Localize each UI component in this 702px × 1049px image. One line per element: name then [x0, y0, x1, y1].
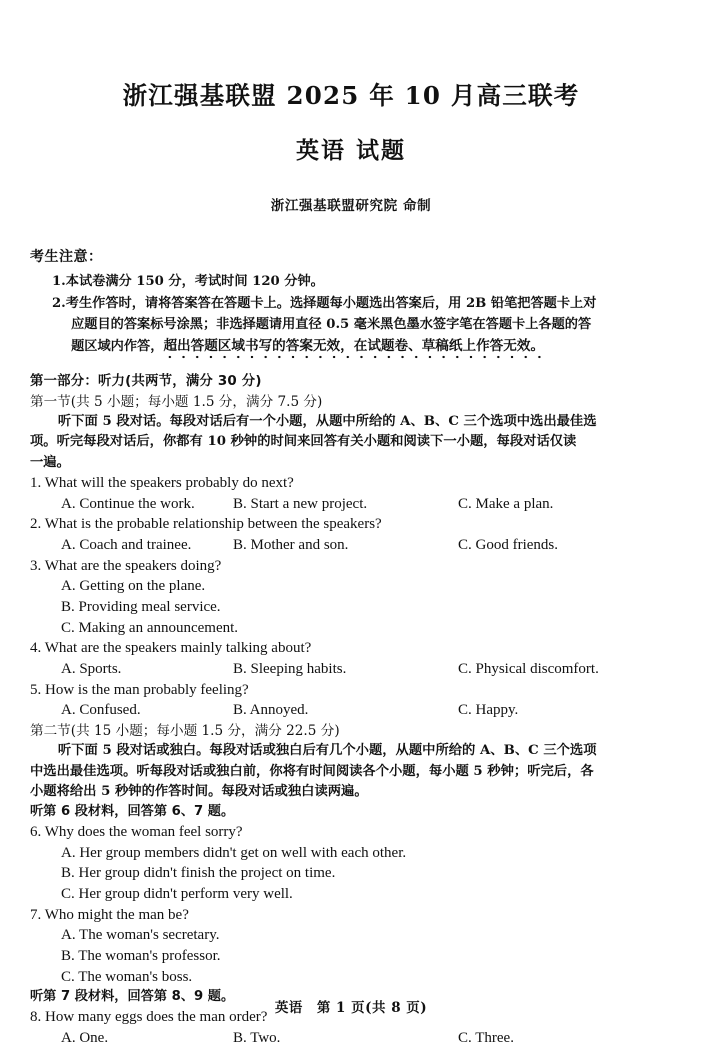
section1-directions-line2: 项。听完每段对话后，你都有 10 秒钟的时间来回答有关小题和阅读下一小题，每段对话仅读 — [30, 434, 577, 450]
question-6-options — [30, 843, 672, 905]
question-4-stem: 4. What are the speakers mainly talking about? — [30, 640, 312, 657]
question-3 — [30, 556, 672, 639]
section1-directions-line1 — [30, 412, 672, 432]
question-8-option-b[interactable]: B. Two. — [233, 1029, 281, 1046]
question-1-option-c[interactable]: C. Make a plan. — [458, 495, 554, 512]
question-2-options — [30, 535, 672, 556]
question-5-option-c[interactable]: C. Happy. — [458, 702, 519, 719]
candidate-notice — [30, 246, 672, 358]
part1-heading: 第一部分：听力(共两节，满分 30 分) — [30, 373, 262, 389]
question-7 — [30, 905, 672, 988]
notice-item-2-continued-1 — [30, 314, 672, 335]
section2-directions-line3: 小题将给出 5 秒钟的作答时间。每段对话或独白读两遍。 — [30, 783, 368, 799]
question-1-options — [30, 494, 672, 515]
page-footer — [0, 996, 702, 1016]
question-7-options — [30, 925, 672, 987]
notice-item-2-line3-plain: 题区域内作答， — [71, 339, 164, 355]
question-6-option-c[interactable]: C. Her group didn't perform very well. — [61, 885, 293, 902]
question-3-option-a[interactable]: A. Getting on the plane. — [61, 578, 206, 595]
question-6 — [30, 822, 672, 905]
listening-cue-material-6: 听第 6 段材料，回答第 6、7 题。 — [30, 804, 235, 820]
footer-page-number: 第 1 页(共 8 页) — [316, 1000, 428, 1016]
section2-heading: 第二节(共 15 小题；每小题 1.5 分，满分 22.5 分) — [30, 723, 340, 740]
section1-heading: 第一节(共 5 小题；每小题 1.5 分，满分 7.5 分) — [30, 393, 323, 410]
paper-maker: 浙江强基联盟研究院 命制 — [270, 198, 432, 215]
question-2 — [30, 514, 672, 555]
section2-directions-text1: 听下面 5 段对话或独白。每段对话或独白后有几个小题，从题中所给的 A、B、C 三个选项 — [57, 743, 597, 759]
question-5-stem: 5. How is the man probably feeling? — [30, 681, 249, 698]
question-5-option-a[interactable]: A. Confused. — [61, 702, 141, 719]
question-4-option-a[interactable]: A. Sports. — [61, 661, 122, 678]
question-4 — [30, 638, 672, 679]
section2-directions-line2: 中选出最佳选项。听每段对话或独白前，你将有时间阅读各个小题，每小题 5 秒钟；听完后，各 — [30, 763, 594, 779]
question-6-option-b[interactable]: B. Her group didn't finish the project on time. — [61, 865, 336, 882]
footer-subject: 英语 — [274, 1000, 303, 1016]
notice-item-2 — [30, 293, 672, 314]
question-8-stem: 8. How many eggs does the man order? — [30, 1009, 268, 1026]
question-6-option-a[interactable]: A. Her group members didn't get on well with each other. — [61, 844, 407, 861]
notice-item-2-line2: 应题目的答案标号涂黑；非选择题请用直径 0.5 毫米黑色墨水签字笔在答题卡上各题的答 — [71, 316, 592, 332]
question-3-option-b[interactable]: B. Providing meal service. — [61, 598, 221, 615]
listening-cue-material-7: 听第 7 段材料，回答第 8、9 题。 — [30, 989, 235, 1005]
notice-item-1-number: 1. — [52, 274, 66, 290]
question-7-stem: 7. Who might the man be? — [30, 906, 189, 923]
question-4-option-b[interactable]: B. Sleeping habits. — [233, 661, 347, 678]
question-4-options — [30, 659, 672, 680]
notice-heading: 考生注意： — [30, 249, 103, 266]
section2-directions-line1 — [30, 741, 672, 761]
question-5-option-b[interactable]: B. Annoyed. — [233, 702, 309, 719]
question-7-option-c[interactable]: C. The woman's boss. — [61, 968, 193, 985]
question-7-option-b[interactable]: B. The woman's professor. — [61, 948, 221, 965]
page-title: 浙江强基联盟 2025 年 10 月高三联考 — [122, 81, 580, 110]
subject-title: 英语 试题 — [295, 136, 406, 164]
notice-item-2-continued-2 — [30, 335, 672, 357]
question-2-stem: 2. What is the probable relationship between the speakers? — [30, 516, 382, 533]
section1-directions-line3: 一遍。 — [30, 454, 70, 470]
notice-item-1-text: 本试卷满分 150 分，考试时间 120 分钟。 — [65, 274, 324, 290]
question-3-stem: 3. What are the speakers doing? — [30, 557, 222, 574]
question-2-option-b[interactable]: B. Mother and son. — [233, 536, 349, 553]
question-3-options — [30, 576, 672, 638]
question-5-options — [30, 700, 672, 721]
notice-item-2-number: 2. — [52, 295, 66, 311]
question-7-option-a[interactable]: A. The woman's secretary. — [61, 927, 220, 944]
question-1-stem: 1. What will the speakers probably do next? — [30, 474, 294, 491]
question-2-option-a[interactable]: A. Coach and trainee. — [61, 536, 192, 553]
question-5 — [30, 680, 672, 721]
question-3-option-c[interactable]: C. Making an announcement. — [61, 619, 239, 636]
question-2-option-c[interactable]: C. Good friends. — [458, 536, 558, 553]
question-8-options — [30, 1028, 672, 1049]
question-1 — [30, 473, 672, 514]
section1-directions-text1: 听下面 5 段对话。每段对话后有一个小题，从题中所给的 A、B、C 三个选项中选出最佳选 — [57, 414, 597, 430]
question-8-option-a[interactable]: A. One. — [61, 1029, 109, 1046]
notice-item-2-line1: 考生作答时，请将答案答在答题卡上。选择题每小题选出答案后，用 2B 铅笔把答题卡上对 — [65, 295, 597, 311]
notice-emphasis-text: 超出答题区域书写的答案无效，在试题卷、草稿纸上作答无效。 — [163, 338, 544, 359]
notice-item-1 — [30, 271, 672, 292]
question-8-option-c[interactable]: C. Three. — [458, 1029, 514, 1046]
question-4-option-c[interactable]: C. Physical discomfort. — [458, 661, 599, 678]
question-1-option-a[interactable]: A. Continue the work. — [61, 495, 195, 512]
question-6-stem: 6. Why does the woman feel sorry? — [30, 823, 243, 840]
question-1-option-b[interactable]: B. Start a new project. — [233, 495, 368, 512]
